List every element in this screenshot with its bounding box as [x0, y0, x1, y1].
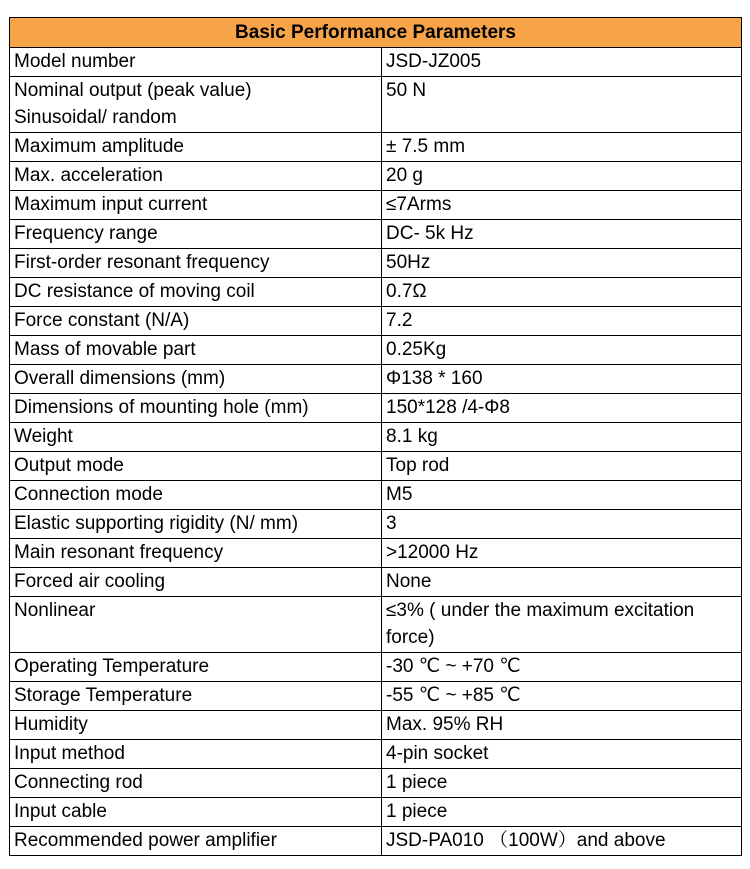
table-row — [10, 307, 742, 336]
table-row — [10, 249, 742, 278]
table-row — [10, 278, 742, 307]
table-row — [10, 510, 742, 539]
parameter-label: Output mode — [10, 452, 382, 481]
table-row — [10, 394, 742, 423]
parameter-value: 4-pin socket — [382, 740, 742, 769]
parameter-label: Connection mode — [10, 481, 382, 510]
parameter-value: 7.2 — [382, 307, 742, 336]
parameter-label: Main resonant frequency — [10, 539, 382, 568]
parameter-label: DC resistance of moving coil — [10, 278, 382, 307]
table-row — [10, 336, 742, 365]
parameter-value: Top rod — [382, 452, 742, 481]
table-row — [10, 162, 742, 191]
parameter-value: 1 piece — [382, 769, 742, 798]
parameter-label: Overall dimensions (mm) — [10, 365, 382, 394]
parameter-label: Maximum amplitude — [10, 133, 382, 162]
table-row — [10, 827, 742, 856]
parameter-label: Max. acceleration — [10, 162, 382, 191]
parameter-value: ≤3% ( under the maximum excitation force) — [382, 597, 742, 653]
parameter-value: 0.25Kg — [382, 336, 742, 365]
table-title: Basic Performance Parameters — [10, 18, 742, 48]
table-row — [10, 597, 742, 653]
table-row — [10, 769, 742, 798]
parameter-label: Operating Temperature — [10, 653, 382, 682]
parameter-value: JSD-JZ005 — [382, 48, 742, 77]
table-row — [10, 191, 742, 220]
parameter-label: Frequency range — [10, 220, 382, 249]
parameter-value: 8.1 kg — [382, 423, 742, 452]
parameter-label: Recommended power amplifier — [10, 827, 382, 856]
parameter-label: Input method — [10, 740, 382, 769]
parameter-value: M5 — [382, 481, 742, 510]
parameter-label: Model number — [10, 48, 382, 77]
table-row — [10, 133, 742, 162]
parameter-label: Weight — [10, 423, 382, 452]
parameter-value: 0.7Ω — [382, 278, 742, 307]
parameter-value: Φ138 * 160 — [382, 365, 742, 394]
table-row — [10, 682, 742, 711]
parameter-value: 150*128 /4-Φ8 — [382, 394, 742, 423]
parameter-label: Mass of movable part — [10, 336, 382, 365]
parameter-value: DC- 5k Hz — [382, 220, 742, 249]
parameter-label: Elastic supporting rigidity (N/ mm) — [10, 510, 382, 539]
parameter-value: -30 ℃ ~ +70 ℃ — [382, 653, 742, 682]
table-row — [10, 539, 742, 568]
parameter-value: >12000 Hz — [382, 539, 742, 568]
parameters-table — [9, 17, 742, 856]
table-row — [10, 798, 742, 827]
parameter-value: Max. 95% RH — [382, 711, 742, 740]
parameter-value: -55 ℃ ~ +85 ℃ — [382, 682, 742, 711]
parameter-label: Forced air cooling — [10, 568, 382, 597]
parameter-value: 1 piece — [382, 798, 742, 827]
table-row — [10, 48, 742, 77]
table-row — [10, 365, 742, 394]
parameter-label: Dimensions of mounting hole (mm) — [10, 394, 382, 423]
parameter-value: None — [382, 568, 742, 597]
parameter-label: Nominal output (peak value) Sinusoidal/ random — [10, 77, 382, 133]
table-row — [10, 77, 742, 133]
parameter-label: Nonlinear — [10, 597, 382, 653]
table-row — [10, 740, 742, 769]
parameter-label: Input cable — [10, 798, 382, 827]
parameter-label: First-order resonant frequency — [10, 249, 382, 278]
table-row — [10, 653, 742, 682]
parameter-label: Force constant (N/A) — [10, 307, 382, 336]
parameter-value: 20 g — [382, 162, 742, 191]
parameter-value: JSD-PA010 （100W）and above — [382, 827, 742, 856]
table-row — [10, 423, 742, 452]
table-row — [10, 711, 742, 740]
parameter-value: ≤7Arms — [382, 191, 742, 220]
parameter-value: 50Hz — [382, 249, 742, 278]
table-row — [10, 481, 742, 510]
parameter-value: 3 — [382, 510, 742, 539]
parameter-label: Storage Temperature — [10, 682, 382, 711]
parameter-value: ± 7.5 mm — [382, 133, 742, 162]
table-row — [10, 220, 742, 249]
parameter-label: Connecting rod — [10, 769, 382, 798]
table-row — [10, 568, 742, 597]
parameter-value: 50 N — [382, 77, 742, 133]
parameter-label: Maximum input current — [10, 191, 382, 220]
table-row — [10, 452, 742, 481]
parameter-label: Humidity — [10, 711, 382, 740]
table-body — [10, 48, 742, 856]
